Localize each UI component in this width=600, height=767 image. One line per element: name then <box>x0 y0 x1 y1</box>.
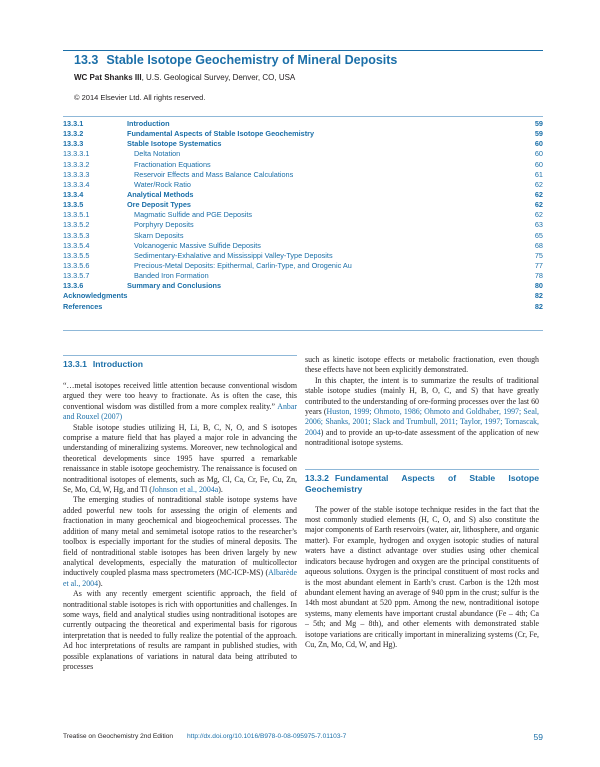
toc-entry-title: Fundamental Aspects of Stable Isotope Geochemistry <box>127 129 315 139</box>
toc-top-rule <box>63 116 543 117</box>
intro-quote <box>63 381 297 423</box>
intro-heading-rule <box>63 355 297 356</box>
toc-entry-title: Precious-Metal Deposits: Epithermal, Carlin-Type, and Orogenic Au <box>134 260 352 270</box>
intro-heading-number: 13.3.1 <box>63 359 87 369</box>
rp2-citation-link[interactable]: Huston, 1999; Ohmoto, 1986; Ohmoto and Goldhaber, 1997; Seal, 2006; Shanks, 2001; Slack and Trumbull, 2011; Taylor, 1997; Tornascak, 2004 <box>305 407 539 437</box>
intro-heading <box>63 359 297 370</box>
toc-entry-title: Fractionation Equations <box>134 159 211 169</box>
toc-entry-number: 13.3.3.2 <box>63 159 90 169</box>
toc-entry-page: 82 <box>534 301 543 311</box>
author-line <box>74 73 295 82</box>
toc-entry-title: References <box>63 301 103 311</box>
toc-bottom-rule <box>63 330 543 331</box>
quote-citation-link[interactable]: Anbar and Rouxel (2007) <box>63 401 297 422</box>
toc-entry-number: 13.3.1 <box>63 119 84 128</box>
footer-page-number: 59 <box>533 732 543 742</box>
toc-entry-title: Banded Iron Formation <box>134 271 209 281</box>
toc-entry-number: 13.3.4 <box>63 189 84 199</box>
chapter-title-text: Stable Isotope Geochemistry of Mineral Deposits <box>106 53 398 67</box>
toc-entry-number: 13.3.5 <box>63 200 84 210</box>
toc-entry-number: 13.3.5.5 <box>63 250 90 260</box>
toc-entry-page: 63 <box>534 220 543 230</box>
toc-entry[interactable] <box>63 281 543 291</box>
intro-paragraph-3: As with any recently emergent scientific approach, the field of nontraditional stable isotopes is rich with opportunities and challenges. In some ways, field and analytical studies using nontraditional isotopes are currently outpacing the theoretical and experimental basis for rigorous interpretation that is needed to fully realize the potential of the approach. Ad hoc interpretations of results are rampant in published studies, with possible explanations of variations in natural data being attributed to processes <box>63 589 297 671</box>
toc-entry[interactable] <box>63 291 543 301</box>
author-name: WC Pat Shanks III <box>74 73 142 82</box>
toc-entry-page: 80 <box>534 281 543 291</box>
toc-entry[interactable] <box>63 271 543 281</box>
chapter-title <box>74 53 397 67</box>
toc-entry-number: 13.3.6 <box>63 281 84 291</box>
author-affiliation: , U.S. Geological Survey, Denver, CO, USA <box>141 73 296 82</box>
rp2-end: ) and to provide an up-to-date assessment of the application of new nontraditional isotope systems. <box>305 427 539 448</box>
toc-entry[interactable] <box>63 251 543 261</box>
toc-entry-title: Porphyry Deposits <box>134 220 194 230</box>
toc-entry-title: Stable Isotope Systematics <box>127 139 222 149</box>
table-of-contents <box>63 119 543 312</box>
toc-entry-title: Water/Rock Ratio <box>134 179 191 189</box>
toc-entry[interactable] <box>63 210 543 220</box>
footer-doi-link[interactable]: http://dx.doi.org/10.1016/B978-0-08-095975-7.01103-7 <box>187 733 347 740</box>
toc-entry-number: 13.3.3 <box>63 139 84 149</box>
toc-entry[interactable] <box>63 119 543 129</box>
toc-entry-title: Sedimentary-Exhalative and Mississippi Valley-Type Deposits <box>134 250 333 260</box>
toc-entry[interactable] <box>63 129 543 139</box>
toc-entry-page: 62 <box>534 210 543 220</box>
p1-end: ). <box>218 485 223 495</box>
fundamentals-heading-number: 13.3.2 <box>305 472 329 483</box>
toc-entry[interactable] <box>63 170 543 180</box>
footer-journal: Treatise on Geochemistry 2nd Edition <box>63 733 174 740</box>
copyright-notice: © 2014 Elsevier Ltd. All rights reserved. <box>74 93 206 102</box>
toc-entry-number: 13.3.5.1 <box>63 210 90 220</box>
toc-entry-page: 65 <box>534 230 543 240</box>
toc-entry-title: Ore Deposit Types <box>127 200 191 210</box>
left-column <box>63 355 297 672</box>
toc-entry[interactable] <box>63 302 543 312</box>
fundamentals-heading-rule <box>305 469 539 470</box>
toc-entry-number: 13.3.5.7 <box>63 271 90 281</box>
toc-entry-page: 59 <box>534 129 543 139</box>
toc-entry-page: 59 <box>534 119 543 128</box>
toc-entry-page: 68 <box>534 240 543 250</box>
fundamentals-paragraph: The power of the stable isotope technique resides in the fact that the most commonly studied elements (H, C, O, and S) also constitute the major components of Earth reservoirs (water, air, lithosphere, and organic matter). For example, hydrogen and oxygen isotopic studies of natural waters have a distinct advantage over studies using other chemical indicators because hydrogen and oxygen are the principal constituents of aqueous solutions. Oxygen is the principal constituent of most rocks and is the most abundant element in Earth’s crust. Carbon is the 12th most abundant element having an average of 940 ppm in the crust; sulfur is the 14th most abundant at 520 ppm. Among the new, nontraditional isotope systems, many elements have important crustal abundance (Fe – 4th; Ca – 5th; and Mg – 8th), and other elements with demonstrated stable isotope variations are critically important in mineralizing systems (Cr, Fe, Cu, Zn, Mo, Cd, W, and Hg). <box>305 504 539 649</box>
chapter-number: 13.3 <box>74 53 99 67</box>
toc-entry-page: 61 <box>534 169 543 179</box>
toc-entry[interactable] <box>63 190 543 200</box>
right-column <box>305 355 539 650</box>
intro-paragraph-1 <box>63 423 297 496</box>
fundamentals-heading <box>305 473 539 495</box>
toc-entry-page: 60 <box>534 149 543 159</box>
toc-entry[interactable] <box>63 261 543 271</box>
toc-entry-title: Acknowledgments <box>63 291 128 301</box>
toc-entry[interactable] <box>63 220 543 230</box>
toc-entry[interactable] <box>63 149 543 159</box>
toc-entry-number: 13.3.2 <box>63 129 84 139</box>
toc-entry-number: 13.3.5.6 <box>63 260 90 270</box>
toc-entry-number: 13.3.3.4 <box>63 179 90 189</box>
toc-entry[interactable] <box>63 241 543 251</box>
toc-entry[interactable] <box>63 180 543 190</box>
fundamentals-heading-title: Fundamental Aspects of Stable Isotope Geochemistry <box>305 472 539 494</box>
toc-entry[interactable] <box>63 200 543 210</box>
toc-entry-number: 13.3.5.3 <box>63 230 90 240</box>
chapter-header-rule <box>63 50 543 51</box>
toc-entry-page: 60 <box>534 159 543 169</box>
intro-paragraph-2 <box>63 495 297 589</box>
toc-entry-page: 62 <box>534 200 543 210</box>
toc-entry-title: Analytical Methods <box>127 189 194 199</box>
toc-entry-page: 60 <box>534 139 543 149</box>
rp2-text: In this chapter, the intent is to summarize the results of traditional stable isotope studies (mainly H, B, O, C, and S) that have greatly contributed to the understanding of ore-forming processes over the last 60 years ( <box>305 375 539 417</box>
p2-end: ). <box>98 578 103 588</box>
toc-entry-page: 77 <box>534 260 543 270</box>
toc-entry[interactable] <box>63 139 543 149</box>
right-paragraph-1: such as kinetic isotope effects or metabolic fractionation, even though these effects have not been explicitly demonstrated. <box>305 355 539 375</box>
toc-entry[interactable] <box>63 160 543 170</box>
toc-entry-title: Summary and Conclusions <box>127 281 222 291</box>
quote-text: “…metal isotopes received little attention because conventional wisdom argued they were too heavy to fractionate. As is often the case, this conventional wisdom was distilled from a more complex reality.” <box>63 381 297 411</box>
toc-entry-page: 78 <box>534 271 543 281</box>
right-paragraph-2 <box>305 376 539 449</box>
toc-entry-page: 75 <box>534 250 543 260</box>
intro-heading-title: Introduction <box>92 359 144 369</box>
toc-entry-title: Reservoir Effects and Mass Balance Calculations <box>134 169 294 179</box>
toc-entry-number: 13.3.5.2 <box>63 220 90 230</box>
toc-entry-title: Magmatic Sulfide and PGE Deposits <box>134 210 253 220</box>
p2-text: The emerging studies of nontraditional stable isotope systems have added powerful new tools for assessing the origin of elements and fractionation in many geochemical and biogeochemical processes. The addition of many metal and semimetal isotope ratios to the researcher’s toolbox is especially important for the studies of mineral deposits. The field of nontraditional stable isotopes has been driven largely by new analytical developments, especially the maturation of multicollector inductively coupled plasma mass spectrometers (MC-ICP-MS) ( <box>63 495 297 578</box>
toc-entry-title: Skarn Deposits <box>134 230 184 240</box>
p1-text: Stable isotope studies utilizing H, Li, B, C, N, O, and S isotopes comprise a mature field that has played a major role in advancing the understanding of mineralizing systems. Moreover, new technological and theoretical developments since 1995 have spurred a remarkable renaissance in stable isotope geochemistry. The renaissance is focused on nontraditional isotopes of elements, such as Mg, Cl, Ca, Cr, Fe, Cu, Zn, Se, Mo, Cd, W, Hg, and Tl ( <box>63 422 297 495</box>
toc-entry[interactable] <box>63 231 543 241</box>
toc-entry-number: 13.3.3.3 <box>63 169 90 179</box>
toc-entry-page: 62 <box>534 189 543 199</box>
toc-entry-page: 62 <box>534 179 543 189</box>
p2-citation-link[interactable]: Albarède et al., 2004 <box>63 568 297 588</box>
toc-entry-title: Volcanogenic Massive Sulfide Deposits <box>134 240 261 250</box>
toc-entry-title: Delta Notation <box>134 149 181 159</box>
toc-entry-number: 13.3.3.1 <box>63 149 90 159</box>
toc-entry-page: 82 <box>534 291 543 301</box>
toc-entry-title: Introduction <box>127 119 170 128</box>
p1-citation-link[interactable]: Johnson et al., 2004a <box>151 485 219 495</box>
toc-entry-number: 13.3.5.4 <box>63 240 90 250</box>
